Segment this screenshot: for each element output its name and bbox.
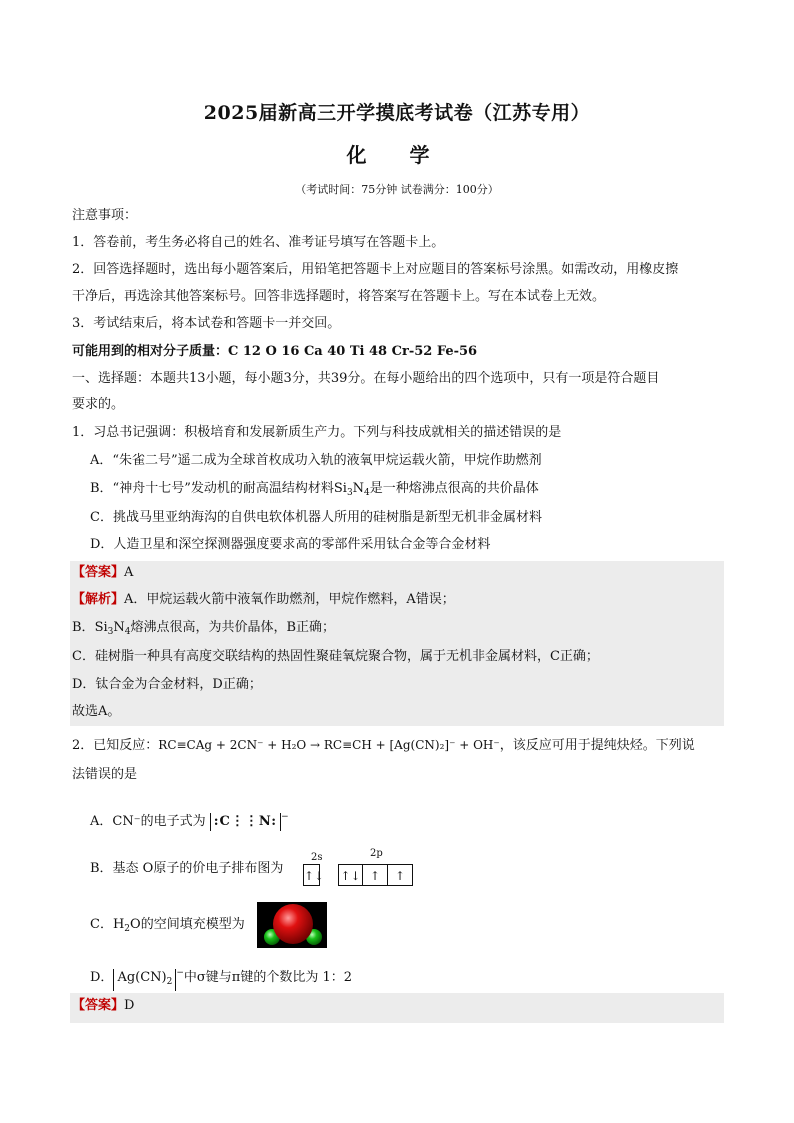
notes-heading: 注意事项：	[72, 208, 138, 223]
ag-cn2-complex	[113, 969, 176, 991]
q2-answer	[72, 997, 134, 1015]
analysis-b-post: 熔沸点很高，为共价晶体，B正确；	[130, 620, 336, 635]
complex-text: Ag(CN)	[117, 970, 167, 985]
water-model-icon	[257, 902, 327, 948]
orbital-2p-label: 2p	[370, 848, 383, 859]
q1-option-b-formula	[334, 481, 370, 496]
water-space-filling-model	[257, 902, 327, 948]
q2-reaction: RC≡CAg + 2CN⁻ + H₂O → RC≡CH + [Ag(CN)₂]⁻ + OH⁻	[158, 738, 500, 752]
q2-answer-block	[70, 993, 724, 1023]
q2-option-a-text: A．CN⁻的电子式为	[90, 814, 206, 829]
orbital-2s-label: 2s	[311, 852, 323, 863]
q1-stem: 1．习总书记强调：积极培育和发展新质生产力。下列与科技成就相关的描述错误的是	[72, 425, 562, 440]
formula-si: Si	[333, 481, 347, 496]
orbital-2p-box-3: ↑	[388, 864, 413, 886]
q2-stem-2: 法错误的是	[72, 767, 138, 782]
formula-sub-4: 4	[364, 488, 370, 498]
answer-value: A	[124, 565, 134, 580]
formula-sub-3: 3	[346, 488, 353, 498]
q2-stem-post: ，该反应可用于提纯炔烃。下列说	[499, 738, 695, 753]
orbital-2p-diagram	[338, 864, 413, 886]
q1-option-d: D．人造卫星和深空探测器强度要求高的零部件采用钛合金等合金材料	[90, 537, 491, 552]
q1-answer-block	[70, 561, 724, 726]
cn-electron-formula: :C⋮⋮N:	[210, 813, 281, 831]
q2-stem	[72, 736, 695, 755]
q1-option-a: A．“朱雀二号”遥二成为全球首枚成功入轨的液氧甲烷运载火箭，甲烷作助燃剂	[90, 453, 542, 468]
q1-analysis-b	[72, 619, 335, 641]
section-text: 本题共13小题，每小题3分，共39分。在每小题给出的四个选项中，只有一项是符合题目	[150, 371, 660, 386]
q2-option-a: A．CN⁻的电子式为 :C⋮⋮N: −	[90, 812, 289, 829]
section-heading-2: 要求的。	[72, 397, 125, 412]
q2-option-c-sub: 2	[124, 924, 131, 934]
q2-option-d-pre: D．	[90, 970, 114, 985]
exam-info: （考试时间：75分钟 试卷满分：100分）	[295, 183, 499, 196]
answer-value: D	[124, 998, 135, 1013]
q2-stem-pre: 2．已知反应：	[72, 738, 159, 753]
analysis-b-formula	[95, 620, 131, 635]
q1-analysis-c: C．硅树脂一种具有高度交联结构的热固性聚硅氧烷聚合物，属于无机非金属材料，C正确；	[72, 649, 599, 664]
note-3: 3．考试结束后，将本试卷和答题卡一并交回。	[72, 316, 341, 331]
formula-n: N	[352, 481, 365, 496]
q1-analysis-a	[72, 591, 455, 609]
q1-conclusion: 故选A。	[72, 704, 121, 719]
q1-option-b	[90, 480, 539, 502]
orbital-2s-box: ↑↓	[303, 864, 320, 886]
analysis-tag: 【解析】	[72, 592, 125, 607]
q2-option-c-pre: C．H	[90, 917, 125, 932]
q2-option-b: B．基态 O原子的价电子排布图为	[90, 861, 284, 876]
formula-si: Si	[94, 620, 108, 635]
q2-option-c-post: O的空间填充模型为	[130, 917, 245, 932]
formula-sub-3: 3	[107, 627, 114, 637]
q1-option-b-pre: B．“神舟十七号”发动机的耐高温结构材料	[90, 481, 334, 496]
note-2a: 2．回答选择题时，选出每小题答案后，用铅笔把答题卡上对应题目的答案标号涂黑。如需改动，用橡皮擦	[72, 262, 679, 277]
section-heading	[72, 370, 659, 388]
orbital-2p-box-2: ↑	[363, 864, 388, 886]
q1-option-b-post: 是一种熔沸点很高的共价晶体	[369, 481, 539, 496]
complex-sub: 2	[166, 977, 173, 987]
formula-sub-4: 4	[124, 627, 131, 637]
note-2b: 干净后，再选涂其他答案标号。回答非选择题时，将答案写在答题卡上。写在本试卷上无效。	[72, 289, 606, 304]
q1-answer	[72, 564, 133, 582]
section-label: 一、选择题：	[72, 371, 151, 386]
orbital-2s-diagram	[303, 864, 325, 886]
formula-n: N	[113, 620, 125, 635]
q1-option-c: C．挑战马里亚纳海沟的自供电软体机器人所用的硅树脂是新型无机非金属材料	[90, 510, 542, 525]
answer-tag: 【答案】	[72, 998, 125, 1013]
analysis-a-text: A．甲烷运载火箭中液氧作助燃剂，甲烷作燃料，A错误；	[124, 592, 455, 607]
analysis-b-pre: B．	[72, 620, 95, 635]
q2-option-d-post: 中σ键与π键的个数比为 1：2	[183, 970, 352, 985]
answer-tag: 【答案】	[72, 565, 125, 580]
q2-option-d: D． $Ag(CN)_2^-$中σ键与π键的个数比为 1：2	[90, 964, 352, 991]
note-1: 1．答卷前，考生务必将自己的姓名、准考证号填写在答题卡上。	[72, 235, 445, 250]
subject-title: 化 学	[346, 143, 448, 167]
atomic-masses: 可能用到的相对分子质量：C 12 O 16 Ca 40 Ti 48 Cr-52 Fe-56	[72, 344, 478, 359]
q2-option-c	[90, 916, 245, 938]
orbital-2p-box-1: ↑↓	[338, 864, 363, 886]
q1-analysis-d: D．钛合金为合金材料，D正确；	[72, 677, 262, 692]
page-title: 2025届新高三开学摸底考试卷（江苏专用）	[203, 102, 591, 124]
